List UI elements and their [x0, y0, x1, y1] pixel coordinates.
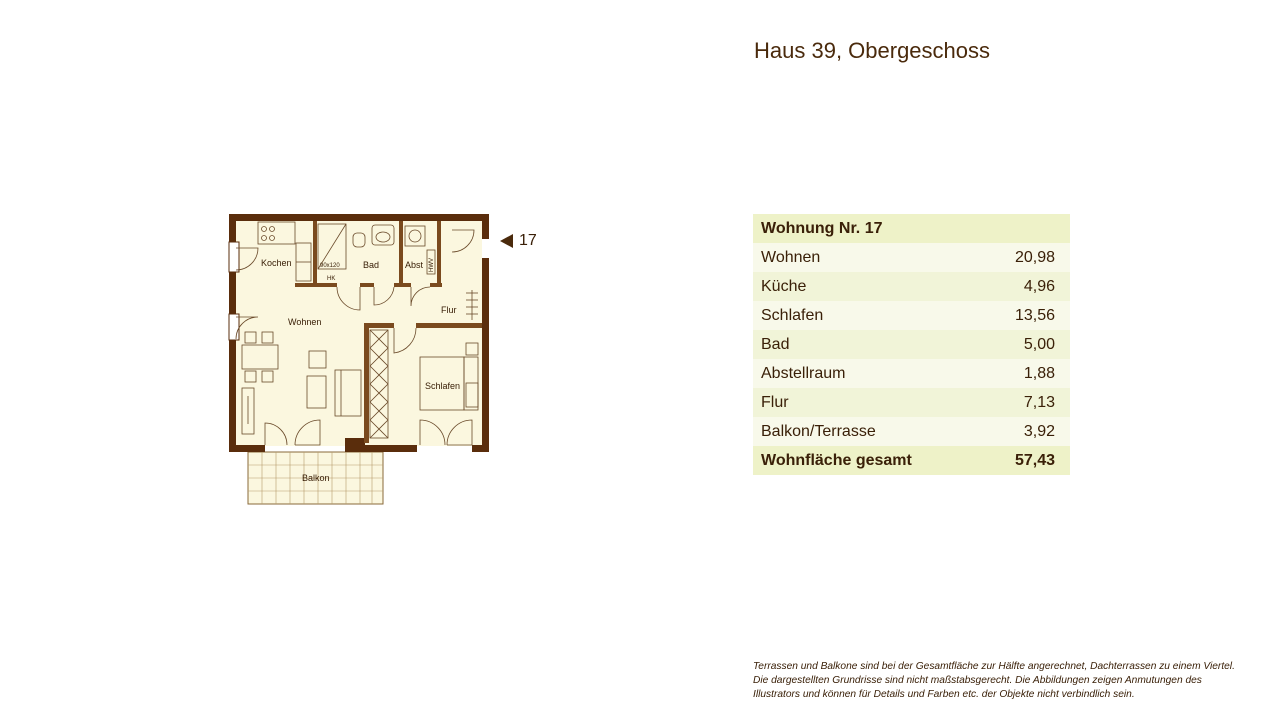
room-label-balkon: Balkon	[302, 473, 330, 483]
room-name: Balkon/Terrasse	[753, 417, 986, 446]
table-row	[753, 388, 1070, 417]
room-area: 7,13	[986, 388, 1070, 417]
room-label-flur: Flur	[441, 305, 457, 315]
table-row	[753, 330, 1070, 359]
room-area-table	[753, 214, 1070, 475]
table-row	[753, 301, 1070, 330]
table-total-row	[753, 446, 1070, 475]
hwv-label: HWV	[429, 258, 435, 272]
room-area: 13,56	[986, 301, 1070, 330]
room-area: 1,88	[986, 359, 1070, 388]
room-name: Flur	[753, 388, 986, 417]
table-row	[753, 417, 1070, 446]
room-name: Küche	[753, 272, 986, 301]
footnote-line: Terrassen und Balkone sind bei der Gesamtfläche zur Hälfte angerechnet, Dachterrassen zu einem Viertel.	[753, 661, 1235, 672]
arrow-left-icon	[500, 234, 513, 248]
room-label-schlafen: Schlafen	[425, 381, 461, 391]
room-label-kochen: Kochen	[261, 258, 292, 268]
unit-marker-number: 17	[519, 232, 537, 249]
unit-marker	[500, 232, 537, 250]
room-label-wohnen: Wohnen	[288, 317, 322, 327]
footnote	[753, 660, 1273, 702]
room-area: 5,00	[986, 330, 1070, 359]
table-heading: Wohnung Nr. 17	[753, 214, 1070, 243]
table-row	[753, 272, 1070, 301]
total-label: Wohnfläche gesamt	[753, 446, 986, 475]
room-name: Abstellraum	[753, 359, 986, 388]
room-area: 20,98	[986, 243, 1070, 272]
floor-plan	[226, 210, 496, 510]
table-row	[753, 359, 1070, 388]
room-area: 4,96	[986, 272, 1070, 301]
footnote-line: Die dargestellten Grundrisse sind nicht maßstabsgerecht. Die Abbildungen zeigen Anmutungen des	[753, 675, 1202, 686]
room-name: Bad	[753, 330, 986, 359]
heating-label: HK	[327, 276, 336, 282]
room-name: Schlafen	[753, 301, 986, 330]
shower-size-label: 90x120	[320, 263, 340, 269]
page-title: Haus 39, Obergeschoss	[754, 38, 991, 63]
room-name: Wohnen	[753, 243, 986, 272]
footnote-line: Illustrators und können für Details und Farben etc. der Objekte nicht verbindlich sein.	[753, 689, 1135, 700]
table-heading-row	[753, 214, 1070, 243]
room-area: 3,92	[986, 417, 1070, 446]
room-label-abst: Abst	[405, 260, 424, 270]
room-label-bad: Bad	[363, 260, 380, 270]
table-row	[753, 243, 1070, 272]
total-area: 57,43	[986, 446, 1070, 475]
